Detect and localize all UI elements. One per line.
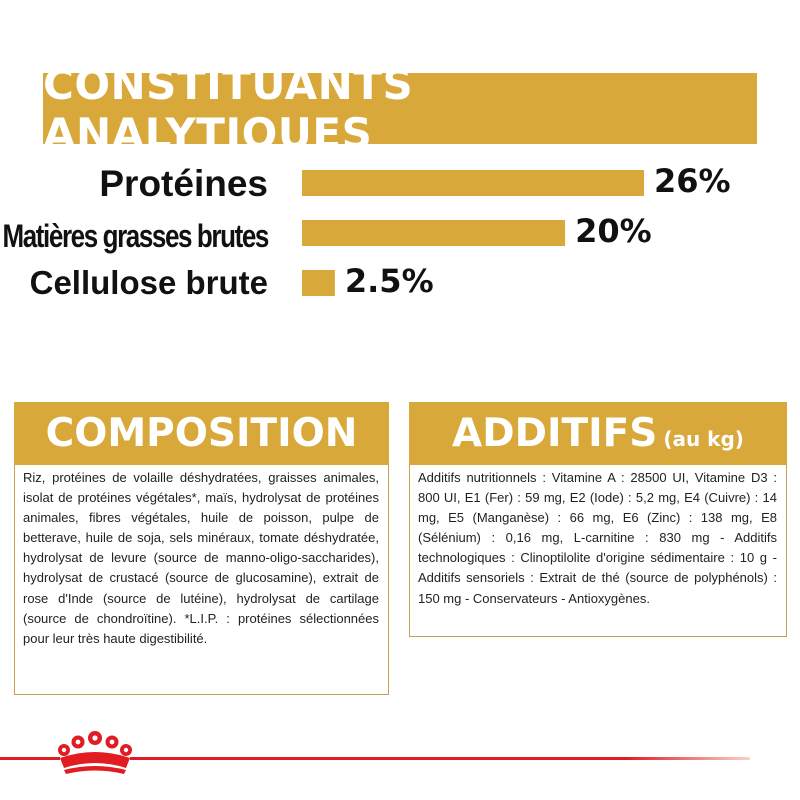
additives-heading-unit: (au kg) [663, 426, 744, 451]
chart-category-label: Matières grasses brutes [2, 217, 268, 255]
chart-bar-1 [302, 170, 644, 196]
chart-bar-2 [302, 220, 565, 246]
composition-text: Riz, protéines de volaille déshydratées, graisses animales, isolat de protéines végétales*, maïs, hydrolysat de protéines animales, fibres végétales, huile de poisson, pulpe de betterave, huile de soja, sels minéraux, tomate déshydratée, hydrolysat de levure (source de manno-oligo-saccharides), hydrolysat de crustacé (source de glucosamine), extrait de rose d'Inde (source de lutéine), hydrolysat de cartilage (source de chondroïtine). *L.I.P. : protéines sélectionnées pour leur très haute digestibilité. [23, 470, 379, 646]
brand-line-right [130, 757, 750, 760]
additives-box [409, 465, 787, 637]
chart-value-label: 2.5% [344, 262, 434, 300]
additives-heading: ADDITIFS [452, 411, 658, 456]
chart-bar-3 [302, 270, 335, 296]
royal-canin-crown-icon [50, 728, 140, 778]
additives-text: Additifs nutritionnels : Vitamine A : 28500 UI, Vitamine D3 : 800 UI, E1 (Fer) : 59 mg, E2 (Iode) : 5,2 mg, E4 (Cuivre) : 14 mg, E5 (Manganèse) : 66 mg, E6 (Zinc) : 138 mg, E8 (Sélénium) : 0,16 mg, L-carnitine : 830 mg - Additifs technologiques : Clinoptilolite d'origine sédimentaire : 10 g - Additifs sensoriels : Extrait de thé (source de polyphénols) : 150 mg - Conservateurs - Antioxygènes. [418, 470, 777, 606]
chart-category-label: Protéines [99, 163, 268, 204]
chart-value-label: 26% [654, 162, 731, 200]
chart-category-label: Cellulose brute [29, 264, 268, 301]
composition-box [14, 465, 389, 695]
composition-heading: COMPOSITION [45, 411, 358, 456]
composition-banner [14, 402, 389, 465]
analytical-constituents-title: CONSTITUANTS ANALYTIQUES [43, 59, 414, 158]
chart-value-label: 20% [575, 212, 652, 250]
additives-banner [409, 402, 787, 465]
